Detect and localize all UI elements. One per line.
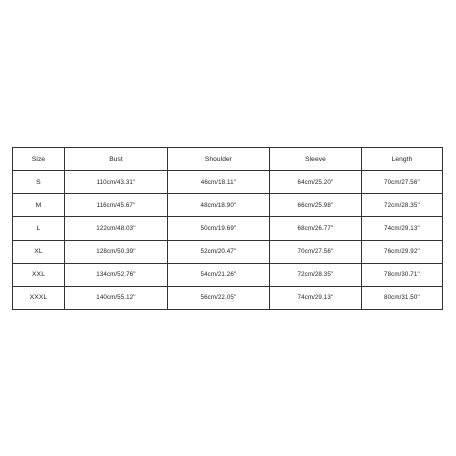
size-cell: XXXL — [13, 286, 65, 309]
bust-cell: 128cm/50.39'' — [65, 240, 168, 263]
shoulder-cell: 48cm/18.90'' — [168, 194, 270, 217]
size-cell: XXL — [13, 263, 65, 286]
size-cell: M — [13, 194, 65, 217]
bust-cell: 134cm/52.76'' — [65, 263, 168, 286]
table-row — [13, 286, 443, 309]
length-cell: 78cm/30.71'' — [362, 263, 443, 286]
table-row — [13, 240, 443, 263]
header-size: Size — [13, 148, 65, 171]
shoulder-cell: 52cm/20.47'' — [168, 240, 270, 263]
bust-cell: 110cm/43.31'' — [65, 171, 168, 194]
sleeve-cell: 70cm/27.56'' — [270, 240, 362, 263]
header-sleeve: Sleeve — [270, 148, 362, 171]
length-cell: 80cm/31.50'' — [362, 286, 443, 309]
size-cell: S — [13, 171, 65, 194]
header-bust: Bust — [65, 148, 168, 171]
length-cell: 74cm/29.13'' — [362, 217, 443, 240]
sleeve-cell: 74cm/29.13'' — [270, 286, 362, 309]
bust-cell: 122cm/48.03'' — [65, 217, 168, 240]
length-cell: 72cm/28.35'' — [362, 194, 443, 217]
header-shoulder: Shoulder — [168, 148, 270, 171]
table-row — [13, 217, 443, 240]
sleeve-cell: 72cm/28.35'' — [270, 263, 362, 286]
table-row — [13, 194, 443, 217]
size-chart-table — [12, 147, 443, 310]
bust-cell: 116cm/45.67'' — [65, 194, 168, 217]
table-row — [13, 171, 443, 194]
size-cell: XL — [13, 240, 65, 263]
bust-cell: 140cm/55.12'' — [65, 286, 168, 309]
table-header-row — [13, 148, 443, 171]
length-cell: 70cm/27.56'' — [362, 171, 443, 194]
shoulder-cell: 56cm/22.05'' — [168, 286, 270, 309]
shoulder-cell: 54cm/21.26'' — [168, 263, 270, 286]
size-cell: L — [13, 217, 65, 240]
length-cell: 76cm/29.92'' — [362, 240, 443, 263]
shoulder-cell: 46cm/18.11'' — [168, 171, 270, 194]
sleeve-cell: 64cm/25.20'' — [270, 171, 362, 194]
table-row — [13, 263, 443, 286]
shoulder-cell: 50cm/19.69'' — [168, 217, 270, 240]
sleeve-cell: 66cm/25.98'' — [270, 194, 362, 217]
sleeve-cell: 68cm/26.77'' — [270, 217, 362, 240]
header-length: Length — [362, 148, 443, 171]
